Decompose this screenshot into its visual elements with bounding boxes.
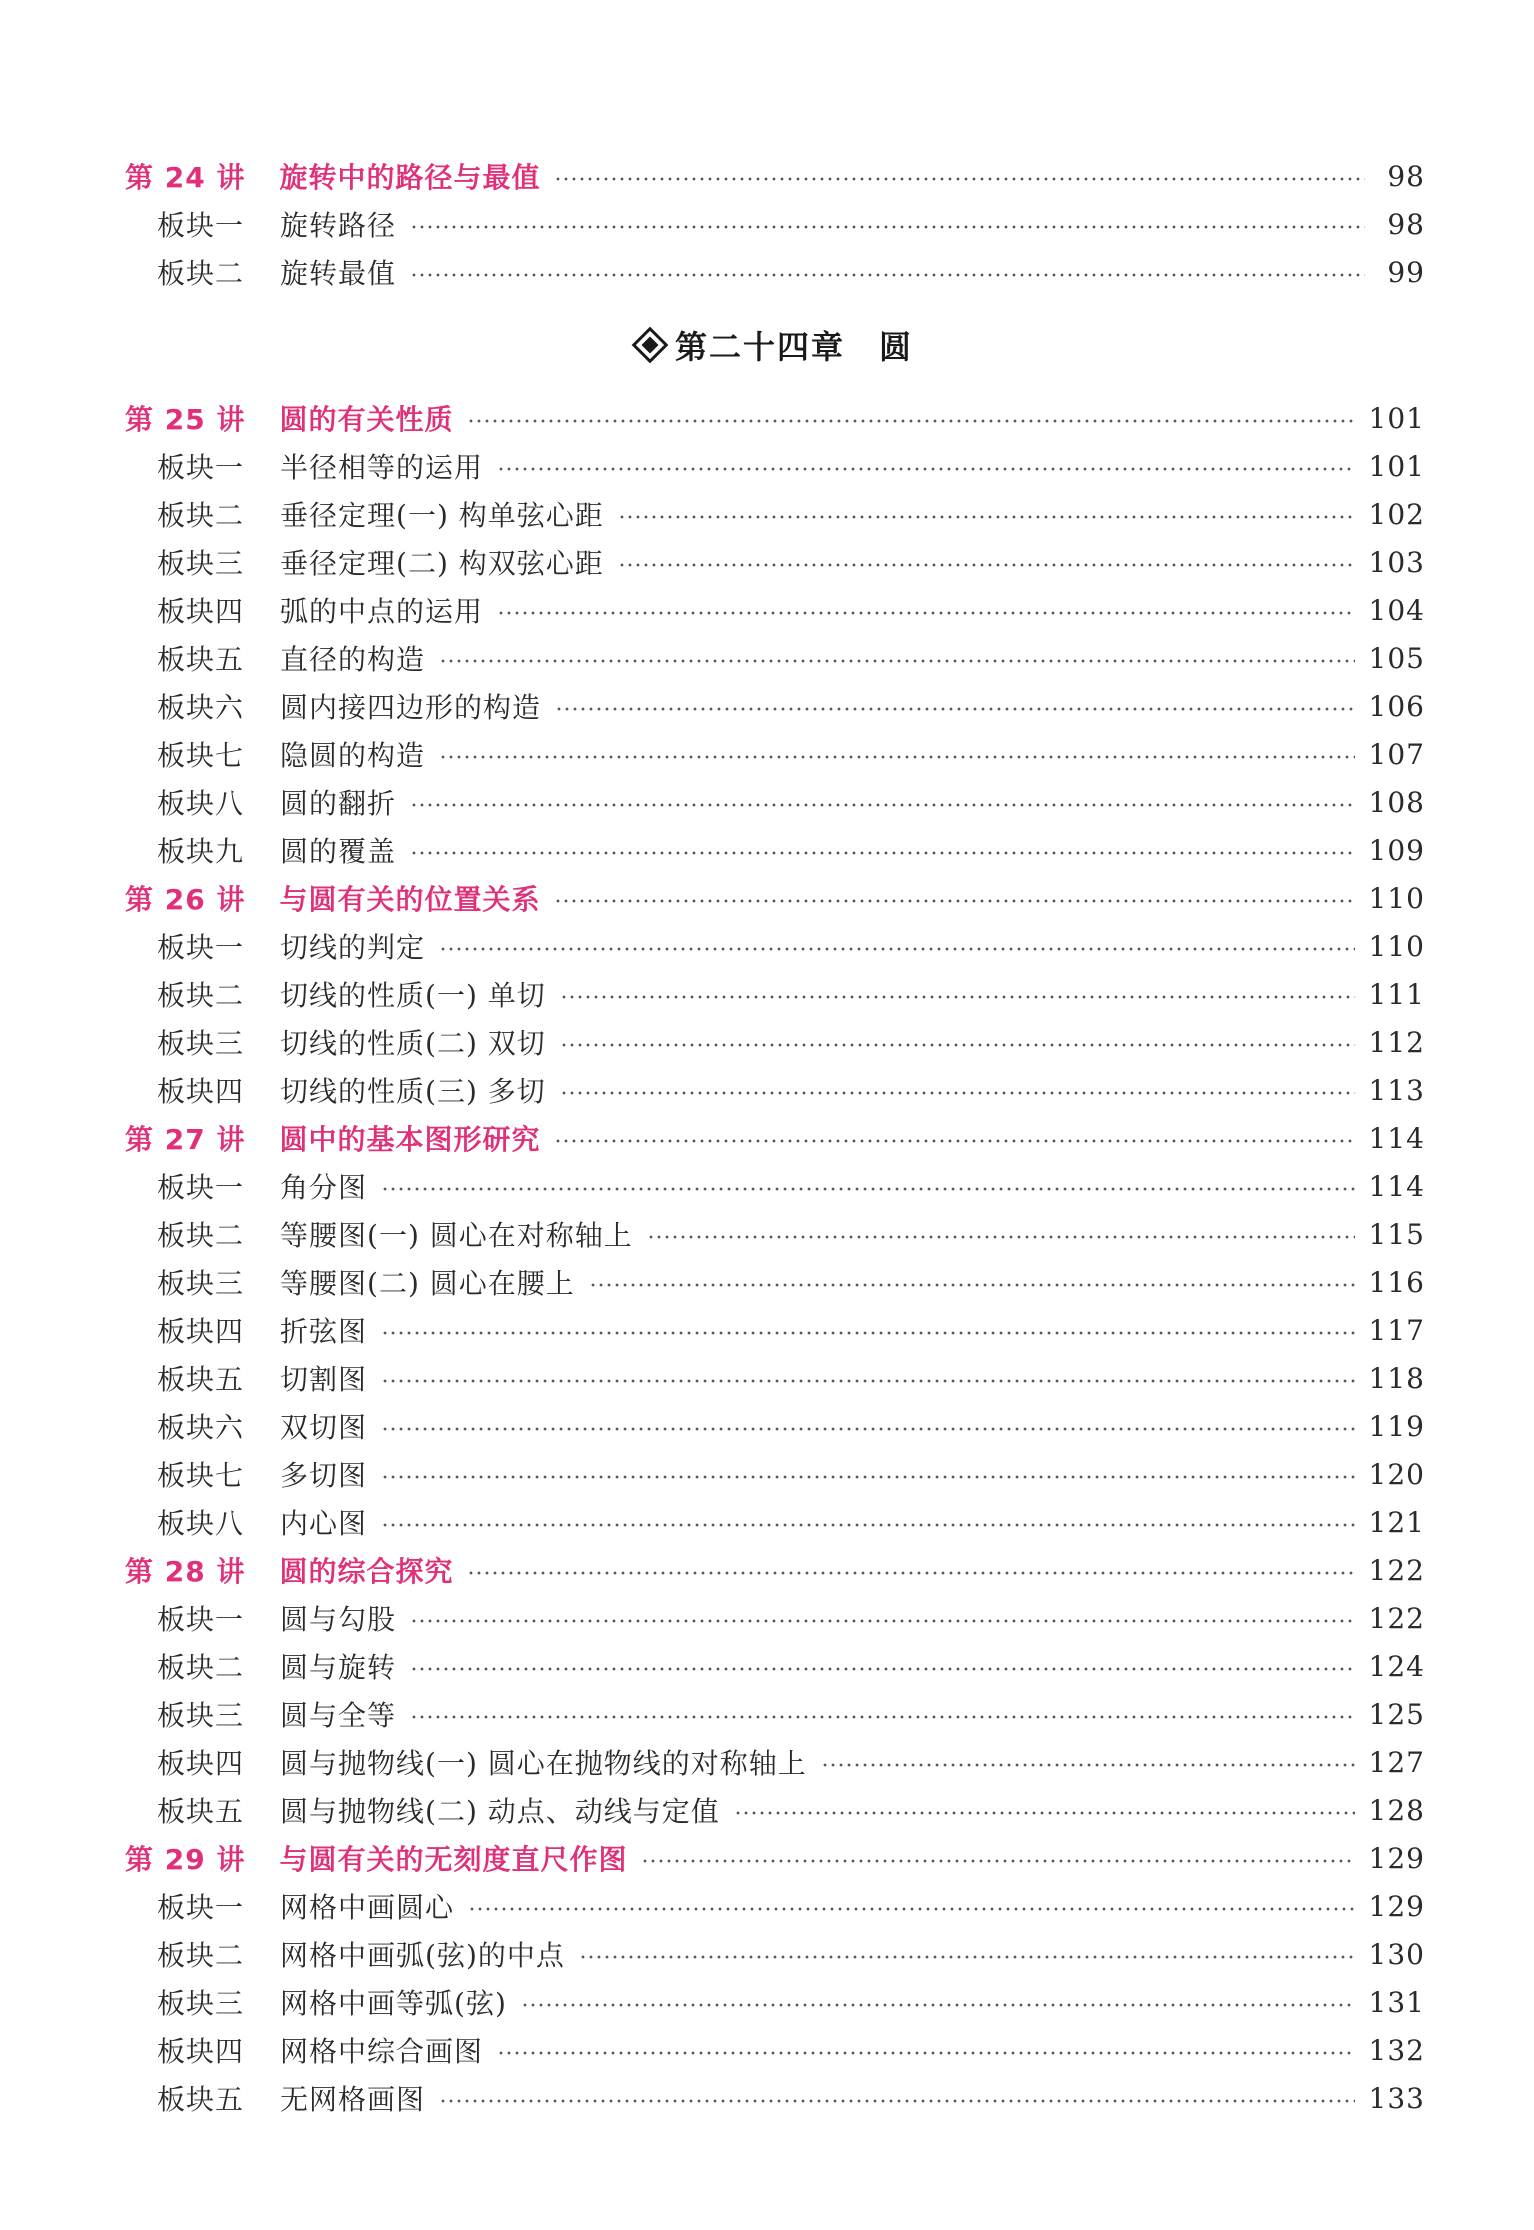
section-label: 板块一	[157, 931, 245, 964]
entry-heading	[157, 1982, 507, 2022]
entry-heading	[157, 252, 396, 292]
page-number: 131	[1368, 1985, 1425, 2019]
toc-section-entry[interactable]	[125, 1930, 1425, 1978]
entry-title: 旋转路径	[280, 209, 397, 242]
page-number: 116	[1368, 1265, 1425, 1299]
lesson-number: 第 24 讲	[125, 161, 246, 194]
page-number: 108	[1368, 785, 1425, 819]
toc-section-entry[interactable]	[125, 200, 1425, 248]
dot-leader	[467, 1571, 1354, 1575]
page-number: 103	[1368, 545, 1425, 579]
dot-leader	[618, 563, 1355, 567]
entry-title: 圆与抛物线(二) 动点、动线与定值	[280, 1795, 720, 1828]
toc-lesson-entry[interactable]	[125, 394, 1425, 442]
entry-title: 旋转最值	[280, 257, 397, 290]
entry-title: 隐圆的构造	[280, 739, 426, 772]
toc-section-entry[interactable]	[125, 1258, 1425, 1306]
section-label: 板块四	[157, 1315, 245, 1348]
toc-section-entry[interactable]	[125, 682, 1425, 730]
toc-section-entry[interactable]	[125, 1498, 1425, 1546]
toc-section-entry[interactable]	[125, 634, 1425, 682]
page-number: 113	[1368, 1073, 1425, 1107]
page-number: 122	[1368, 1601, 1425, 1635]
section-label: 板块七	[157, 739, 245, 772]
dot-leader	[468, 1907, 1355, 1911]
section-label: 板块二	[157, 1219, 245, 1252]
section-label: 板块五	[157, 643, 245, 676]
dot-leader	[554, 177, 1365, 181]
entry-heading	[157, 1070, 546, 1110]
entry-title: 圆内接四边形的构造	[280, 691, 542, 724]
dot-leader	[641, 1859, 1354, 1863]
entry-title: 垂径定理(一) 构单弦心距	[280, 499, 604, 532]
entry-title: 圆中的基本图形研究	[279, 1123, 541, 1156]
section-label: 板块二	[157, 499, 245, 532]
toc-lesson-entry[interactable]	[125, 1834, 1425, 1882]
page-number: 111	[1368, 977, 1425, 1011]
dot-leader	[410, 1715, 1355, 1719]
page-number: 106	[1368, 689, 1425, 723]
page-number: 130	[1368, 1937, 1425, 1971]
page-number: 101	[1368, 449, 1425, 483]
dot-leader	[618, 515, 1355, 519]
entry-title: 网格中综合画图	[280, 2035, 484, 2068]
page-number: 109	[1368, 833, 1425, 867]
section-label: 板块四	[157, 1075, 245, 1108]
dot-leader	[560, 1091, 1355, 1095]
toc-section-entry[interactable]	[125, 1738, 1425, 1786]
entry-heading	[157, 638, 425, 678]
entry-title: 内心图	[280, 1507, 368, 1540]
entry-heading	[157, 1166, 367, 1206]
entry-heading	[157, 1358, 367, 1398]
lesson-number: 第 26 讲	[125, 883, 246, 916]
dot-leader	[381, 1523, 1355, 1527]
entry-heading	[157, 1406, 367, 1446]
dot-leader	[381, 1187, 1355, 1191]
toc-section-entry[interactable]	[125, 1066, 1425, 1114]
section-label: 板块五	[157, 2083, 245, 2116]
diamond-bullet-icon	[632, 327, 669, 364]
section-label: 板块一	[157, 1891, 245, 1924]
entry-title: 圆的翻折	[280, 787, 397, 820]
entry-heading	[157, 782, 396, 822]
entry-title: 圆与抛物线(一) 圆心在抛物线的对称轴上	[280, 1747, 807, 1780]
section-label: 板块二	[157, 1651, 245, 1684]
dot-leader	[521, 2003, 1355, 2007]
toc-section-entry[interactable]	[125, 1402, 1425, 1450]
entry-heading	[157, 1454, 367, 1494]
dot-leader	[439, 947, 1355, 951]
section-label: 板块三	[157, 547, 245, 580]
page-number: 132	[1368, 2033, 1425, 2067]
lesson-number: 第 29 讲	[125, 1843, 246, 1876]
toc-section-entry[interactable]	[125, 1882, 1425, 1930]
section-label: 板块四	[157, 1747, 245, 1780]
section-label: 板块一	[157, 451, 245, 484]
section-label: 板块一	[157, 1171, 245, 1204]
page-number: 104	[1368, 593, 1425, 627]
entry-title: 直径的构造	[280, 643, 426, 676]
entry-heading	[157, 1694, 396, 1734]
entry-title: 切线的性质(一) 单切	[280, 979, 546, 1012]
entry-title: 圆与旋转	[280, 1651, 397, 1684]
toc-section-entry[interactable]	[125, 1018, 1425, 1066]
toc-section-entry[interactable]	[125, 1354, 1425, 1402]
entry-title: 双切图	[280, 1411, 368, 1444]
page-number: 107	[1368, 737, 1425, 771]
dot-leader	[410, 273, 1365, 277]
toc-section-entry[interactable]	[125, 922, 1425, 970]
dot-leader	[410, 1619, 1355, 1623]
lesson-number: 第 27 讲	[125, 1123, 246, 1156]
entry-heading	[157, 734, 425, 774]
page-number: 125	[1368, 1697, 1425, 1731]
page-number: 101	[1368, 401, 1425, 435]
section-label: 板块二	[157, 979, 245, 1012]
toc-section-entry[interactable]	[125, 730, 1425, 778]
entry-title: 角分图	[280, 1171, 368, 1204]
entry-heading	[157, 1502, 367, 1542]
page-number: 114	[1368, 1121, 1425, 1155]
page-number: 121	[1368, 1505, 1425, 1539]
section-label: 板块六	[157, 1411, 245, 1444]
section-label: 板块二	[157, 257, 245, 290]
entry-title: 弧的中点的运用	[280, 595, 484, 628]
table-of-contents	[125, 152, 1425, 2122]
entry-heading	[157, 1262, 575, 1302]
section-label: 板块三	[157, 1267, 245, 1300]
entry-heading	[157, 830, 396, 870]
entry-heading	[157, 542, 604, 582]
entry-heading	[125, 878, 540, 918]
section-label: 板块四	[157, 595, 245, 628]
dot-leader	[381, 1475, 1355, 1479]
dot-leader	[467, 419, 1354, 423]
dot-leader	[579, 1955, 1355, 1959]
section-label: 板块九	[157, 835, 245, 868]
entry-heading	[157, 446, 483, 486]
entry-title: 垂径定理(二) 构双弦心距	[280, 547, 604, 580]
toc-section-entry[interactable]	[125, 538, 1425, 586]
section-label: 板块五	[157, 1795, 245, 1828]
section-label: 板块四	[157, 2035, 245, 2068]
dot-leader	[439, 755, 1355, 759]
toc-section-entry[interactable]	[125, 1786, 1425, 1834]
dot-leader	[497, 2051, 1355, 2055]
entry-heading	[157, 1310, 367, 1350]
entry-heading	[157, 974, 546, 1014]
entry-heading	[157, 1598, 396, 1638]
dot-leader	[410, 225, 1365, 229]
entry-title: 旋转中的路径与最值	[279, 161, 541, 194]
page-number: 117	[1368, 1313, 1425, 1347]
section-label: 板块三	[157, 1699, 245, 1732]
page-number: 118	[1368, 1361, 1425, 1395]
toc-lesson-entry[interactable]	[125, 152, 1425, 200]
dot-leader	[554, 899, 1354, 903]
entry-heading	[125, 1550, 453, 1590]
entry-heading	[157, 1886, 454, 1926]
toc-section-entry[interactable]	[125, 1690, 1425, 1738]
dot-leader	[497, 467, 1355, 471]
dot-leader	[734, 1811, 1355, 1815]
chapter-title: 第二十四章 圆	[674, 328, 913, 366]
page-number: 99	[1387, 255, 1425, 289]
page-number: 114	[1368, 1169, 1425, 1203]
toc-section-entry[interactable]	[125, 826, 1425, 874]
toc-section-entry[interactable]	[125, 248, 1425, 296]
page-number: 110	[1368, 929, 1425, 963]
toc-section-entry[interactable]	[125, 586, 1425, 634]
dot-leader	[439, 2099, 1355, 2103]
toc-section-entry[interactable]	[125, 2074, 1425, 2122]
dot-leader	[410, 803, 1355, 807]
section-label: 板块三	[157, 1027, 245, 1060]
entry-title: 切割图	[280, 1363, 368, 1396]
toc-section-entry[interactable]	[125, 442, 1425, 490]
entry-title: 圆的覆盖	[280, 835, 397, 868]
toc-section-entry[interactable]	[125, 1162, 1425, 1210]
entry-heading	[157, 590, 483, 630]
toc-section-entry[interactable]	[125, 778, 1425, 826]
dot-leader	[439, 659, 1355, 663]
entry-heading	[157, 1646, 396, 1686]
dot-leader	[381, 1331, 1355, 1335]
entry-heading	[157, 1214, 633, 1254]
entry-heading	[157, 2078, 425, 2118]
entry-title: 切线的性质(三) 多切	[280, 1075, 546, 1108]
entry-heading	[125, 1118, 540, 1158]
dot-leader	[647, 1235, 1355, 1239]
entry-heading	[157, 2030, 483, 2070]
entry-title: 半径相等的运用	[280, 451, 484, 484]
dot-leader	[560, 995, 1355, 999]
entry-title: 圆与勾股	[280, 1603, 397, 1636]
entry-heading	[157, 1790, 720, 1830]
page-number: 129	[1368, 1889, 1425, 1923]
page-number: 122	[1368, 1553, 1425, 1587]
toc-section-entry[interactable]	[125, 2026, 1425, 2074]
entry-title: 切线的判定	[280, 931, 426, 964]
entry-heading	[157, 204, 396, 244]
entry-title: 无网格画图	[280, 2083, 426, 2116]
page-number: 133	[1368, 2081, 1425, 2115]
chapter-heading	[125, 296, 1425, 394]
dot-leader	[410, 1667, 1355, 1671]
entry-title: 多切图	[280, 1459, 368, 1492]
entry-title: 与圆有关的位置关系	[279, 883, 541, 916]
page-number: 129	[1368, 1841, 1425, 1875]
entry-title: 网格中画等弧(弦)	[280, 1987, 507, 2020]
entry-title: 圆的综合探究	[279, 1555, 454, 1588]
entry-title: 网格中画弧(弦)的中点	[280, 1939, 565, 1972]
page-number: 115	[1368, 1217, 1425, 1251]
entry-heading	[157, 1934, 565, 1974]
page-number: 112	[1368, 1025, 1425, 1059]
page-number: 120	[1368, 1457, 1425, 1491]
entry-title: 网格中画圆心	[280, 1891, 455, 1924]
toc-lesson-entry[interactable]	[125, 874, 1425, 922]
lesson-number: 第 25 讲	[125, 403, 246, 436]
entry-title: 折弦图	[280, 1315, 368, 1348]
entry-heading	[125, 398, 453, 438]
page-number: 110	[1368, 881, 1425, 915]
dot-leader	[555, 707, 1355, 711]
section-label: 板块一	[157, 209, 245, 242]
dot-leader	[497, 611, 1355, 615]
entry-heading	[125, 156, 540, 196]
toc-section-entry[interactable]	[125, 490, 1425, 538]
toc-section-entry[interactable]	[125, 1594, 1425, 1642]
toc-section-entry[interactable]	[125, 1306, 1425, 1354]
page-number: 124	[1368, 1649, 1425, 1683]
dot-leader	[381, 1427, 1355, 1431]
section-label: 板块三	[157, 1987, 245, 2020]
section-label: 板块一	[157, 1603, 245, 1636]
dot-leader	[381, 1379, 1355, 1383]
entry-title: 等腰图(二) 圆心在腰上	[280, 1267, 575, 1300]
entry-heading	[157, 494, 604, 534]
page-number: 98	[1387, 207, 1425, 241]
toc-section-entry[interactable]	[125, 1642, 1425, 1690]
entry-title: 与圆有关的无刻度直尺作图	[279, 1843, 628, 1876]
dot-leader	[410, 851, 1355, 855]
section-label: 板块七	[157, 1459, 245, 1492]
page-number: 119	[1368, 1409, 1425, 1443]
toc-lesson-entry[interactable]	[125, 1114, 1425, 1162]
entry-heading	[157, 1742, 807, 1782]
toc-lesson-entry[interactable]	[125, 1546, 1425, 1594]
entry-title: 圆的有关性质	[279, 403, 454, 436]
page-number: 128	[1368, 1793, 1425, 1827]
section-label: 板块八	[157, 787, 245, 820]
lesson-number: 第 28 讲	[125, 1555, 246, 1588]
entry-title: 切线的性质(二) 双切	[280, 1027, 546, 1060]
toc-section-entry[interactable]	[125, 1210, 1425, 1258]
page-number: 98	[1387, 159, 1425, 193]
dot-leader	[560, 1043, 1355, 1047]
toc-section-entry[interactable]	[125, 1450, 1425, 1498]
page-number: 105	[1368, 641, 1425, 675]
section-label: 板块六	[157, 691, 245, 724]
section-label: 板块八	[157, 1507, 245, 1540]
entry-heading	[157, 686, 541, 726]
page-number: 127	[1368, 1745, 1425, 1779]
dot-leader	[554, 1139, 1354, 1143]
entry-heading	[157, 1022, 546, 1062]
section-label: 板块五	[157, 1363, 245, 1396]
dot-leader	[821, 1763, 1355, 1767]
toc-section-entry[interactable]	[125, 970, 1425, 1018]
section-label: 板块二	[157, 1939, 245, 1972]
entry-title: 等腰图(一) 圆心在对称轴上	[280, 1219, 633, 1252]
entry-title: 圆与全等	[280, 1699, 397, 1732]
entry-heading	[125, 1838, 627, 1878]
page-number: 102	[1368, 497, 1425, 531]
entry-heading	[157, 926, 425, 966]
toc-section-entry[interactable]	[125, 1978, 1425, 2026]
dot-leader	[589, 1283, 1355, 1287]
